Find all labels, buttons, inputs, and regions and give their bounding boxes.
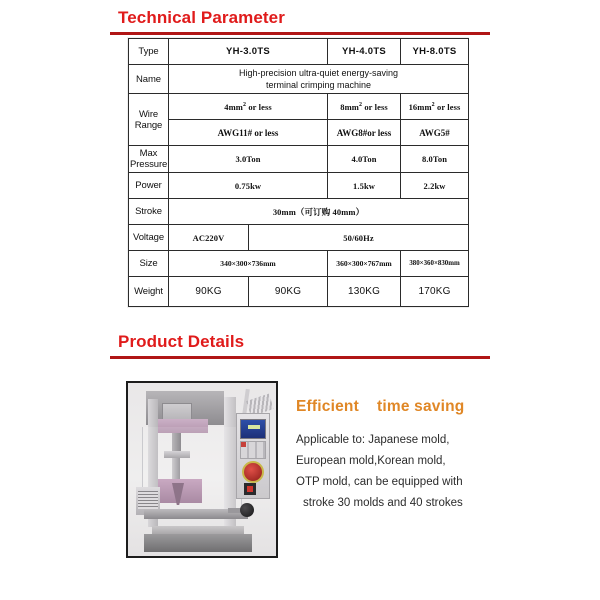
cell-pressure-1: 3.0Ton xyxy=(169,146,328,173)
body-line-4: stroke 30 molds and 40 strokes xyxy=(303,497,463,509)
cell-weight-4: 170KG xyxy=(401,277,469,307)
machine-feed-strip xyxy=(138,491,158,509)
body-line-3: OTP mold, can be equipped with xyxy=(296,476,463,488)
product-details-section-header xyxy=(110,332,490,359)
machine-power-switch xyxy=(244,483,256,495)
row-label-voltage: Voltage xyxy=(129,225,169,251)
product-body-text xyxy=(296,430,496,514)
cell-model-3: YH-8.0TS xyxy=(401,39,469,65)
cell-power-2: 1.5kw xyxy=(328,173,401,199)
crimping-machine-image xyxy=(128,383,276,556)
table-row xyxy=(129,173,469,199)
cell-awg-3: AWG5# xyxy=(401,120,469,146)
row-label-type: Type xyxy=(129,39,169,65)
table-row xyxy=(129,199,469,225)
cell-weight-2: 90KG xyxy=(249,277,328,307)
machine-adjust-knob xyxy=(240,503,254,517)
product-details-title: Product Details xyxy=(118,332,245,351)
table-row xyxy=(129,277,469,307)
cell-pressure-2: 4.0Ton xyxy=(328,146,401,173)
specification-table xyxy=(128,38,469,307)
machine-base xyxy=(144,534,252,552)
cell-weight-1: 90KG xyxy=(169,277,249,307)
machine-indicator-light xyxy=(241,442,246,447)
max-pressure-line1: Max xyxy=(139,148,158,159)
section-divider-red xyxy=(110,356,490,359)
wire-2-tail: or less xyxy=(364,101,388,112)
wire-3-superscript: 2 xyxy=(431,101,435,108)
cell-awg-1: AWG11# or less xyxy=(169,120,328,146)
body-line-1: Applicable to: Japanese mold, xyxy=(296,434,450,446)
machine-display-readout xyxy=(248,425,260,429)
technical-parameter-section-header xyxy=(110,8,490,35)
wire-2-base: 8mm xyxy=(340,101,359,112)
cell-voltage-hz: 50/60Hz xyxy=(249,225,469,251)
wire-range-line2: Range xyxy=(134,119,163,131)
cell-model-2: YH-4.0TS xyxy=(328,39,401,65)
cell-power-3: 2.2kw xyxy=(401,173,469,199)
wire-1-tail: or less xyxy=(248,101,272,112)
row-label-wire-range xyxy=(129,94,169,146)
table-row xyxy=(129,251,469,277)
table-row xyxy=(129,225,469,251)
cell-stroke: 30mm（可订购 40mm） xyxy=(169,199,469,225)
row-label-name: Name xyxy=(129,65,169,94)
power-switch-lamp xyxy=(247,486,253,492)
table-row xyxy=(129,120,469,146)
section-divider-red xyxy=(110,32,490,35)
machine-ram-lower xyxy=(172,458,180,480)
cell-voltage-ac: AC220V xyxy=(169,225,249,251)
cell-awg-2: AWG8#or less xyxy=(328,120,401,146)
cell-wire-mm2-1 xyxy=(169,94,328,120)
row-label-power: Power xyxy=(129,173,169,199)
wire-3-base: 16mm xyxy=(408,101,432,112)
row-label-max-pressure xyxy=(129,146,169,173)
cell-wire-mm2-2 xyxy=(328,94,401,120)
wire-1-base: 4mm xyxy=(224,101,243,112)
table-row xyxy=(129,39,469,65)
cell-size-3: 380×360×830mm xyxy=(401,251,469,277)
cell-model-1: YH-3.0TS xyxy=(169,39,328,65)
cell-pressure-3: 8.0Ton xyxy=(401,146,469,173)
cell-size-2: 360×300×767mm xyxy=(328,251,401,277)
product-headline: Efficient time saving xyxy=(296,398,465,415)
wire-3-tail: or less xyxy=(436,101,461,112)
row-label-size: Size xyxy=(129,251,169,277)
cell-machine-name: High-precision ultra-quiet energy-saving terminal crimping machine xyxy=(169,65,469,94)
wire-range-line1: Wire xyxy=(138,108,159,120)
wire-1-superscript: 2 xyxy=(242,101,247,108)
cell-size-1: 340×300×736mm xyxy=(169,251,328,277)
max-pressure-line2: Pressure xyxy=(130,159,168,170)
specification-table-wrapper xyxy=(128,38,468,307)
machine-display-screen xyxy=(240,419,266,439)
body-line-2: European mold,Korean mold, xyxy=(296,455,446,467)
product-description-block xyxy=(296,398,496,514)
cell-wire-mm2-3 xyxy=(401,94,469,120)
wire-2-superscript: 2 xyxy=(358,101,363,108)
table-row xyxy=(129,94,469,120)
cell-weight-3: 130KG xyxy=(328,277,401,307)
machine-emergency-stop-button xyxy=(242,461,264,483)
table-row xyxy=(129,146,469,173)
row-label-stroke: Stroke xyxy=(129,199,169,225)
table-row xyxy=(129,65,469,94)
technical-parameter-title: Technical Parameter xyxy=(118,8,285,27)
product-photo-frame xyxy=(126,381,278,558)
machine-ram-plate xyxy=(164,451,190,458)
cell-power-1: 0.75kw xyxy=(169,173,328,199)
row-label-weight: Weight xyxy=(129,277,169,307)
